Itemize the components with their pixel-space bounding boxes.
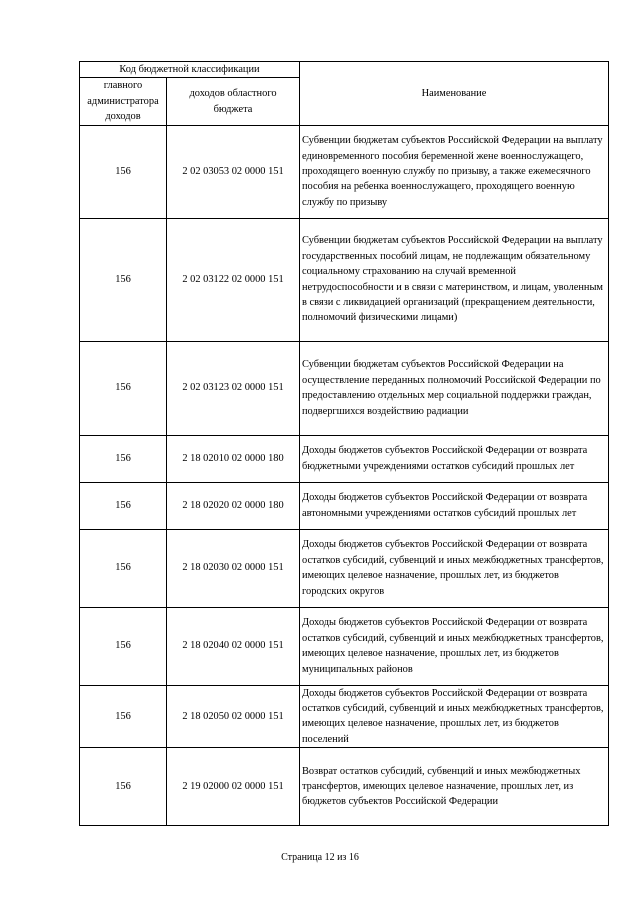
table-row (80, 341, 609, 435)
income-code-cell: 2 02 03122 02 0000 151 (167, 218, 300, 341)
name-cell: Субвенции бюджетам субъектов Российской Федерации на осуществление переданных полномочий Российской Федерации по предоставлению отдельных мер социальной поддержки граждан, подвергшихся воздействию радиации (300, 341, 609, 435)
table-row (80, 125, 609, 218)
table-row (80, 748, 609, 826)
income-code-cell: 2 18 02030 02 0000 151 (167, 529, 300, 607)
admin-code-cell: 156 (80, 607, 167, 685)
table-row (80, 218, 609, 341)
admin-code-cell: 156 (80, 341, 167, 435)
name-cell: Субвенции бюджетам субъектов Российской Федерации на выплату государственных пособий лицам, не подлежащим обязательному социальному страхованию на случай временной нетрудоспособности и в связи с материнством, и лицам, уволенным в связи с ликвидацией организаций (прекращением деятельности, полномочий физическими лицами) (300, 218, 609, 341)
income-code-cell: 2 18 02050 02 0000 151 (167, 685, 300, 748)
table-header-row-1 (80, 62, 609, 78)
header-chief-administrator: главного администратора доходов (80, 78, 167, 125)
income-code-cell: 2 18 02010 02 0000 180 (167, 435, 300, 482)
income-code-cell: 2 18 02020 02 0000 180 (167, 482, 300, 529)
name-cell: Доходы бюджетов субъектов Российской Федерации от возврата остатков субсидий, субвенций и иных межбюджетных трансфертов, имеющих целевое назначение, прошлых лет, из бюджетов поселений (300, 685, 609, 748)
budget-classification-table (79, 61, 609, 826)
table-row (80, 435, 609, 482)
header-name: Наименование (300, 62, 609, 126)
name-cell: Возврат остатков субсидий, субвенций и иных межбюджетных трансфертов, имеющих целевое назначение, прошлых лет, из бюджетов субъектов Российской Федерации (300, 748, 609, 826)
header-budget-classification-code: Код бюджетной классификации (80, 62, 300, 78)
name-cell: Доходы бюджетов субъектов Российской Федерации от возврата остатков субсидий, субвенций и иных межбюджетных трансфертов, имеющих целевое назначение, прошлых лет, из бюджетов городских округов (300, 529, 609, 607)
name-cell: Доходы бюджетов субъектов Российской Федерации от возврата остатков субсидий, субвенций и иных межбюджетных трансфертов, имеющих целевое назначение, прошлых лет, из бюджетов муниципальных районов (300, 607, 609, 685)
admin-code-cell: 156 (80, 125, 167, 218)
income-code-cell: 2 18 02040 02 0000 151 (167, 607, 300, 685)
name-cell: Субвенции бюджетам субъектов Российской Федерации на выплату единовременного пособия беременной жене военнослужащего, проходящего военную службу по призыву, а также ежемесячного пособия на ребенка военнослужащего, проходящего военную службу по призыву (300, 125, 609, 218)
admin-code-cell: 156 (80, 685, 167, 748)
table-row (80, 685, 609, 748)
admin-code-cell: 156 (80, 748, 167, 826)
table-row (80, 482, 609, 529)
admin-code-cell: 156 (80, 482, 167, 529)
header-regional-budget-income: доходов областного бюджета (167, 78, 300, 125)
table-row (80, 529, 609, 607)
name-cell: Доходы бюджетов субъектов Российской Федерации от возврата бюджетными учреждениями остатков субсидий прошлых лет (300, 435, 609, 482)
name-cell: Доходы бюджетов субъектов Российской Федерации от возврата автономными учреждениями остатков субсидий прошлых лет (300, 482, 609, 529)
income-code-cell: 2 02 03123 02 0000 151 (167, 341, 300, 435)
admin-code-cell: 156 (80, 218, 167, 341)
income-code-cell: 2 02 03053 02 0000 151 (167, 125, 300, 218)
page-number-footer: Страница 12 из 16 (281, 852, 359, 863)
table-row (80, 607, 609, 685)
income-code-cell: 2 19 02000 02 0000 151 (167, 748, 300, 826)
admin-code-cell: 156 (80, 435, 167, 482)
admin-code-cell: 156 (80, 529, 167, 607)
